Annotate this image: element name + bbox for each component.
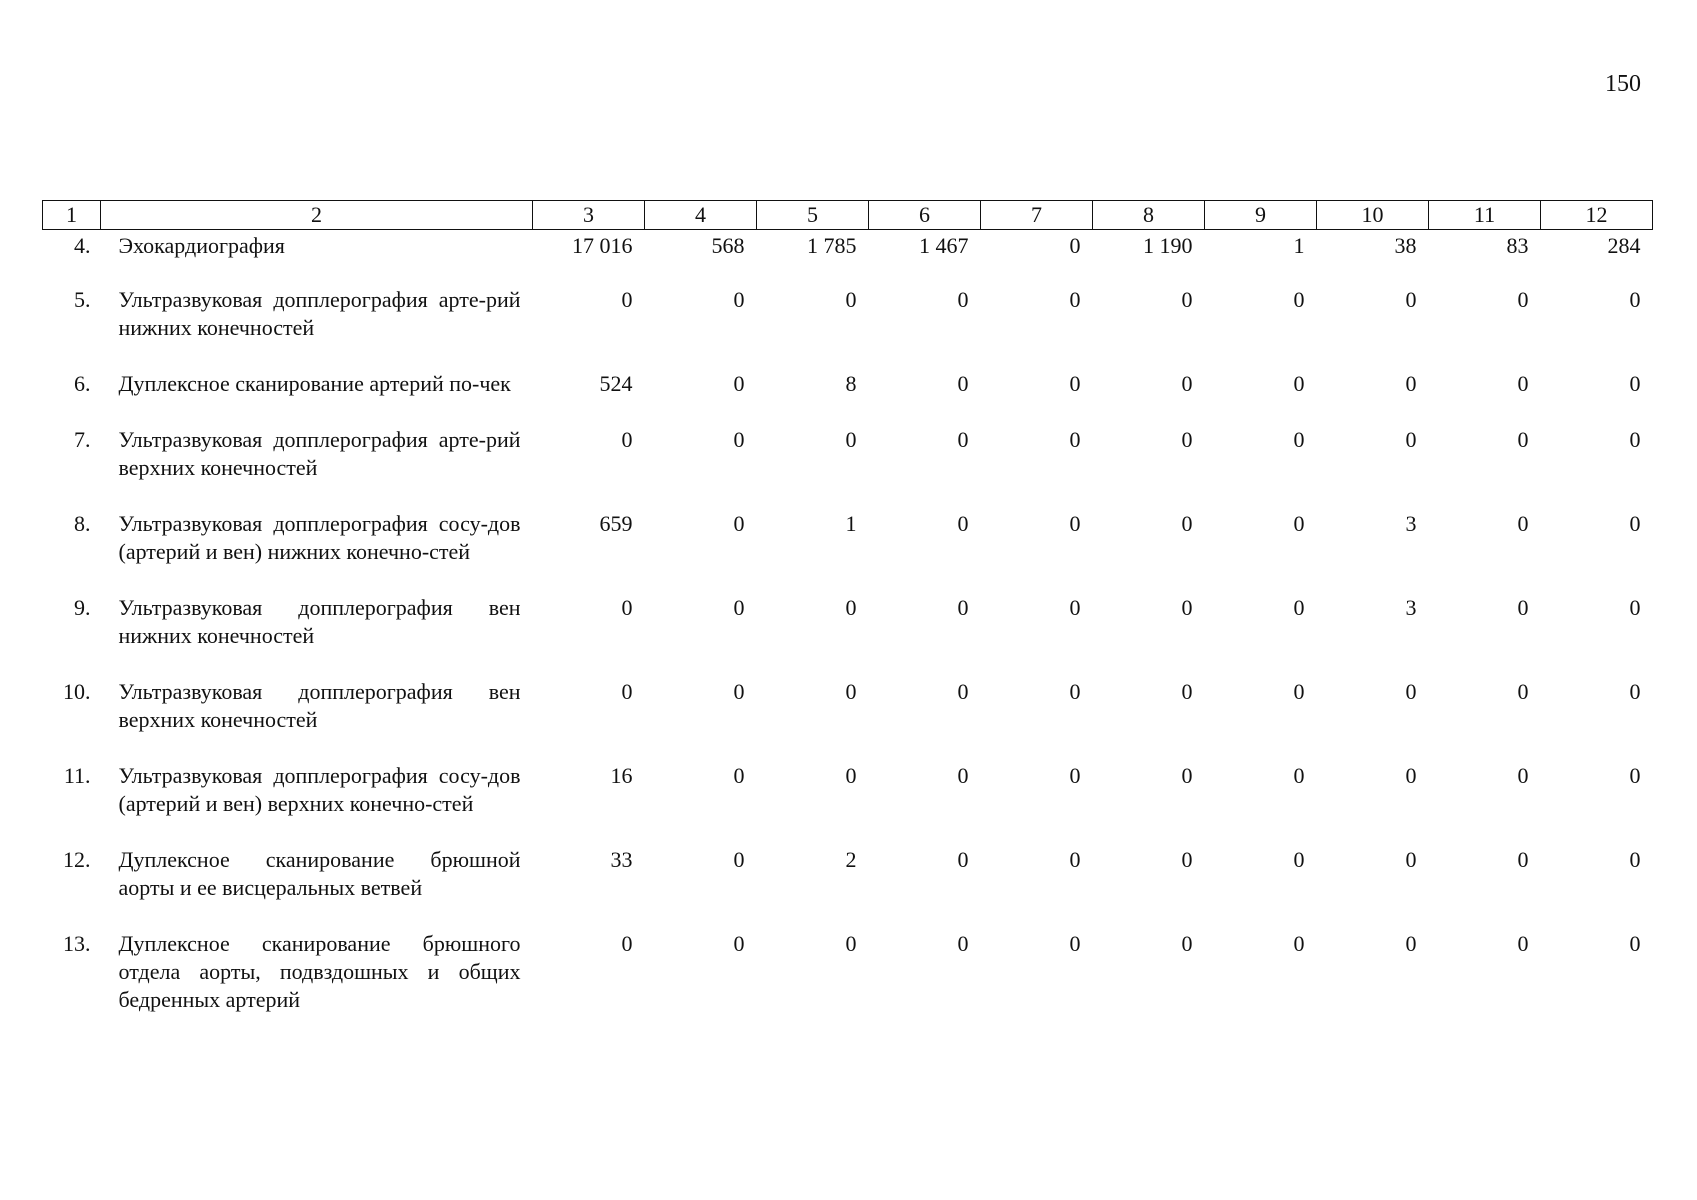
cell-value-col-7: 0 bbox=[1069, 763, 1081, 788]
table-row bbox=[43, 846, 1653, 930]
cell-value-col-10: 0 bbox=[1405, 679, 1417, 704]
table-row bbox=[43, 678, 1653, 762]
cell-value-col-6: 0 bbox=[957, 931, 969, 956]
cell-value-col-12: 0 bbox=[1629, 511, 1641, 536]
table-row bbox=[43, 762, 1653, 846]
table-row bbox=[43, 426, 1653, 510]
cell-value-col-6: 0 bbox=[957, 511, 969, 536]
row-number: 7. bbox=[74, 427, 91, 452]
cell-value-col-4: 0 bbox=[733, 511, 745, 536]
row-number: 5. bbox=[74, 287, 91, 312]
cell-value-col-3: 0 bbox=[621, 931, 633, 956]
row-number: 6. bbox=[74, 371, 91, 396]
cell-value-col-3: 33 bbox=[610, 847, 633, 872]
cell-value-col-7: 0 bbox=[1069, 931, 1081, 956]
column-header-8: 8 bbox=[1093, 201, 1205, 230]
cell-value-col-8: 0 bbox=[1181, 679, 1193, 704]
cell-value-col-3: 0 bbox=[621, 595, 633, 620]
procedure-name: Дуплексное сканирование артерий по-чек bbox=[118, 371, 511, 396]
cell-value-col-4: 0 bbox=[733, 595, 745, 620]
cell-value-col-8: 0 bbox=[1181, 371, 1193, 396]
cell-value-col-5: 1 bbox=[845, 511, 857, 536]
table-body bbox=[43, 230, 1653, 1043]
procedure-name: Дуплексное сканирование брюшной аорты и ее висцеральных ветвей bbox=[118, 847, 521, 900]
cell-value-col-10: 38 bbox=[1394, 233, 1417, 258]
cell-value-col-8: 1 190 bbox=[1143, 233, 1193, 258]
cell-value-col-5: 1 785 bbox=[807, 233, 857, 258]
procedure-name: Дуплексное сканирование брюшного отдела аорты, подвздошных и общих бедренных артерий bbox=[118, 931, 521, 1012]
table-header-row bbox=[43, 201, 1653, 230]
cell-value-col-9: 0 bbox=[1293, 427, 1305, 452]
cell-value-col-6: 0 bbox=[957, 427, 969, 452]
column-header-4: 4 bbox=[645, 201, 757, 230]
row-number: 8. bbox=[74, 511, 91, 536]
cell-value-col-3: 0 bbox=[621, 427, 633, 452]
cell-value-col-12: 0 bbox=[1629, 931, 1641, 956]
row-number: 4. bbox=[74, 233, 91, 258]
cell-value-col-9: 1 bbox=[1293, 233, 1305, 258]
cell-value-col-9: 0 bbox=[1293, 287, 1305, 312]
row-number: 11. bbox=[63, 763, 91, 788]
cell-value-col-3: 16 bbox=[610, 763, 633, 788]
cell-value-col-3: 524 bbox=[599, 371, 633, 396]
cell-value-col-8: 0 bbox=[1181, 511, 1193, 536]
column-header-12: 12 bbox=[1541, 201, 1653, 230]
procedure-name: Ультразвуковая допплерография арте-рий верхних конечностей bbox=[118, 427, 521, 480]
cell-value-col-6: 0 bbox=[957, 595, 969, 620]
cell-value-col-5: 0 bbox=[845, 931, 857, 956]
cell-value-col-3: 659 bbox=[599, 511, 633, 536]
cell-value-col-6: 0 bbox=[957, 847, 969, 872]
column-header-3: 3 bbox=[533, 201, 645, 230]
column-header-10: 10 bbox=[1317, 201, 1429, 230]
procedure-name: Ультразвуковая допплерография вен верхних конечностей bbox=[118, 679, 521, 732]
cell-value-col-10: 0 bbox=[1405, 931, 1417, 956]
cell-value-col-9: 0 bbox=[1293, 931, 1305, 956]
cell-value-col-10: 0 bbox=[1405, 847, 1417, 872]
cell-value-col-5: 2 bbox=[845, 847, 857, 872]
cell-value-col-9: 0 bbox=[1293, 679, 1305, 704]
cell-value-col-5: 0 bbox=[845, 287, 857, 312]
cell-value-col-7: 0 bbox=[1069, 371, 1081, 396]
cell-value-col-11: 0 bbox=[1517, 679, 1529, 704]
row-number: 12. bbox=[63, 847, 91, 872]
cell-value-col-11: 0 bbox=[1517, 931, 1529, 956]
cell-value-col-5: 0 bbox=[845, 763, 857, 788]
cell-value-col-12: 0 bbox=[1629, 287, 1641, 312]
cell-value-col-8: 0 bbox=[1181, 847, 1193, 872]
column-header-2: 2 bbox=[101, 201, 533, 230]
cell-value-col-3: 0 bbox=[621, 287, 633, 312]
column-header-7: 7 bbox=[981, 201, 1093, 230]
cell-value-col-5: 8 bbox=[845, 371, 857, 396]
cell-value-col-4: 0 bbox=[733, 371, 745, 396]
row-number: 10. bbox=[63, 679, 91, 704]
procedure-name: Ультразвуковая допплерография сосу-дов (артерий и вен) нижних конечно-стей bbox=[118, 511, 521, 564]
procedure-name: Ультразвуковая допплерография арте-рий нижних конечностей bbox=[118, 287, 521, 340]
cell-value-col-4: 568 bbox=[711, 233, 745, 258]
column-header-5: 5 bbox=[757, 201, 869, 230]
cell-value-col-7: 0 bbox=[1069, 679, 1081, 704]
cell-value-col-12: 284 bbox=[1607, 233, 1641, 258]
table-row bbox=[43, 510, 1653, 594]
cell-value-col-11: 0 bbox=[1517, 511, 1529, 536]
cell-value-col-10: 0 bbox=[1405, 287, 1417, 312]
cell-value-col-5: 0 bbox=[845, 595, 857, 620]
cell-value-col-11: 0 bbox=[1517, 763, 1529, 788]
cell-value-col-12: 0 bbox=[1629, 763, 1641, 788]
cell-value-col-6: 1 467 bbox=[919, 233, 969, 258]
row-number: 13. bbox=[63, 931, 91, 956]
cell-value-col-10: 3 bbox=[1405, 511, 1417, 536]
cell-value-col-6: 0 bbox=[957, 371, 969, 396]
column-header-1: 1 bbox=[43, 201, 101, 230]
table-row bbox=[43, 370, 1653, 426]
cell-value-col-9: 0 bbox=[1293, 511, 1305, 536]
cell-value-col-5: 0 bbox=[845, 427, 857, 452]
cell-value-col-7: 0 bbox=[1069, 511, 1081, 536]
cell-value-col-9: 0 bbox=[1293, 371, 1305, 396]
table-row bbox=[43, 930, 1653, 1042]
cell-value-col-9: 0 bbox=[1293, 595, 1305, 620]
cell-value-col-7: 0 bbox=[1069, 847, 1081, 872]
cell-value-col-11: 83 bbox=[1506, 233, 1529, 258]
cell-value-col-4: 0 bbox=[733, 931, 745, 956]
data-table bbox=[42, 200, 1653, 1042]
column-header-6: 6 bbox=[869, 201, 981, 230]
data-table-container bbox=[42, 200, 1652, 1042]
cell-value-col-12: 0 bbox=[1629, 427, 1641, 452]
cell-value-col-8: 0 bbox=[1181, 595, 1193, 620]
cell-value-col-12: 0 bbox=[1629, 371, 1641, 396]
cell-value-col-9: 0 bbox=[1293, 763, 1305, 788]
cell-value-col-5: 0 bbox=[845, 679, 857, 704]
cell-value-col-7: 0 bbox=[1069, 427, 1081, 452]
cell-value-col-11: 0 bbox=[1517, 371, 1529, 396]
cell-value-col-10: 3 bbox=[1405, 595, 1417, 620]
cell-value-col-7: 0 bbox=[1069, 287, 1081, 312]
cell-value-col-6: 0 bbox=[957, 679, 969, 704]
page-number: 150 bbox=[1605, 71, 1641, 97]
cell-value-col-11: 0 bbox=[1517, 595, 1529, 620]
cell-value-col-4: 0 bbox=[733, 763, 745, 788]
procedure-name: Ультразвуковая допплерография вен нижних конечностей bbox=[118, 595, 521, 648]
table-row bbox=[43, 594, 1653, 678]
cell-value-col-8: 0 bbox=[1181, 763, 1193, 788]
column-header-9: 9 bbox=[1205, 201, 1317, 230]
cell-value-col-6: 0 bbox=[957, 287, 969, 312]
cell-value-col-10: 0 bbox=[1405, 371, 1417, 396]
cell-value-col-6: 0 bbox=[957, 763, 969, 788]
cell-value-col-12: 0 bbox=[1629, 679, 1641, 704]
cell-value-col-4: 0 bbox=[733, 427, 745, 452]
cell-value-col-4: 0 bbox=[733, 679, 745, 704]
cell-value-col-7: 0 bbox=[1069, 595, 1081, 620]
procedure-name: Эхокардиография bbox=[118, 233, 285, 258]
cell-value-col-10: 0 bbox=[1405, 427, 1417, 452]
cell-value-col-3: 17 016 bbox=[572, 233, 633, 258]
cell-value-col-8: 0 bbox=[1181, 287, 1193, 312]
cell-value-col-8: 0 bbox=[1181, 427, 1193, 452]
column-header-11: 11 bbox=[1429, 201, 1541, 230]
cell-value-col-11: 0 bbox=[1517, 427, 1529, 452]
cell-value-col-12: 0 bbox=[1629, 847, 1641, 872]
cell-value-col-4: 0 bbox=[733, 847, 745, 872]
cell-value-col-9: 0 bbox=[1293, 847, 1305, 872]
cell-value-col-7: 0 bbox=[1069, 233, 1081, 258]
row-number: 9. bbox=[74, 595, 91, 620]
cell-value-col-11: 0 bbox=[1517, 847, 1529, 872]
cell-value-col-8: 0 bbox=[1181, 931, 1193, 956]
cell-value-col-10: 0 bbox=[1405, 763, 1417, 788]
table-row bbox=[43, 286, 1653, 370]
procedure-name: Ультразвуковая допплерография сосу-дов (артерий и вен) верхних конечно-стей bbox=[118, 763, 521, 816]
cell-value-col-3: 0 bbox=[621, 679, 633, 704]
table-row bbox=[43, 230, 1653, 287]
cell-value-col-11: 0 bbox=[1517, 287, 1529, 312]
cell-value-col-12: 0 bbox=[1629, 595, 1641, 620]
cell-value-col-4: 0 bbox=[733, 287, 745, 312]
